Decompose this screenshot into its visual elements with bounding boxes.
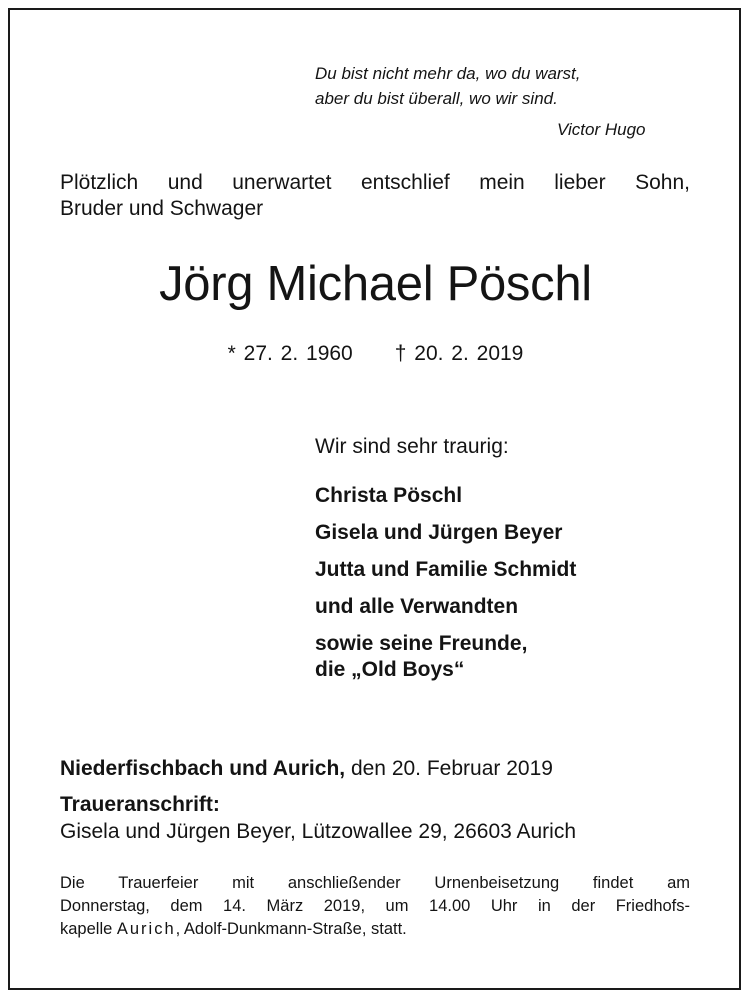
mourners-list xyxy=(315,483,576,683)
service-line-3 xyxy=(60,918,690,941)
service-line-2: Donnerstag, dem 14. März 2019, um 14.00 Uhr in der Friedhofs- xyxy=(60,897,690,915)
intro-text xyxy=(60,170,690,222)
quote-line-2: aber du bist überall, wo wir sind. xyxy=(315,89,558,108)
life-dates xyxy=(0,342,751,366)
service-line-3-pre: kapelle xyxy=(60,920,117,938)
friends-line-1: sowie seine Freunde, xyxy=(315,632,528,655)
service-notice xyxy=(60,872,690,941)
intro-line-1: Plötzlich und unerwartet entschlief mein lieber Sohn, xyxy=(60,171,690,194)
deceased-name: Jörg Michael Pöschl xyxy=(159,257,592,311)
service-line-3-post: , Adolf-Dunkmann-Straße, statt. xyxy=(175,920,407,938)
quote-line-1: Du bist nicht mehr da, wo du warst, xyxy=(315,64,581,83)
service-line-1: Die Trauerfeier mit anschließender Urnenbeisetzung findet am xyxy=(60,874,690,892)
date: den 20. Februar 2019 xyxy=(350,757,553,780)
mourner-2: Gisela und Jürgen Beyer xyxy=(315,521,563,544)
mourners-heading: Wir sind sehr traurig: xyxy=(315,435,509,458)
birth-date: * 27. 2. 1960 xyxy=(227,342,353,365)
friends-line-2: die „Old Boys“ xyxy=(315,658,465,681)
mourner-1: Christa Pöschl xyxy=(315,484,463,507)
intro-line-2: Bruder und Schwager xyxy=(60,197,264,220)
place-date xyxy=(60,757,553,781)
service-city: Aurich xyxy=(116,920,176,938)
address-label: Traueranschrift: xyxy=(60,793,220,816)
quote-author: Victor Hugo xyxy=(557,120,646,139)
mourner-4: und alle Verwandten xyxy=(315,595,519,618)
address-value: Gisela und Jürgen Beyer, Lützowallee 29, 26603 Aurich xyxy=(60,820,577,843)
quote xyxy=(315,61,581,111)
mourner-3: Jutta und Familie Schmidt xyxy=(315,558,577,581)
death-date: † 20. 2. 2019 xyxy=(394,342,524,365)
place: Niederfischbach und Aurich, xyxy=(60,757,346,780)
